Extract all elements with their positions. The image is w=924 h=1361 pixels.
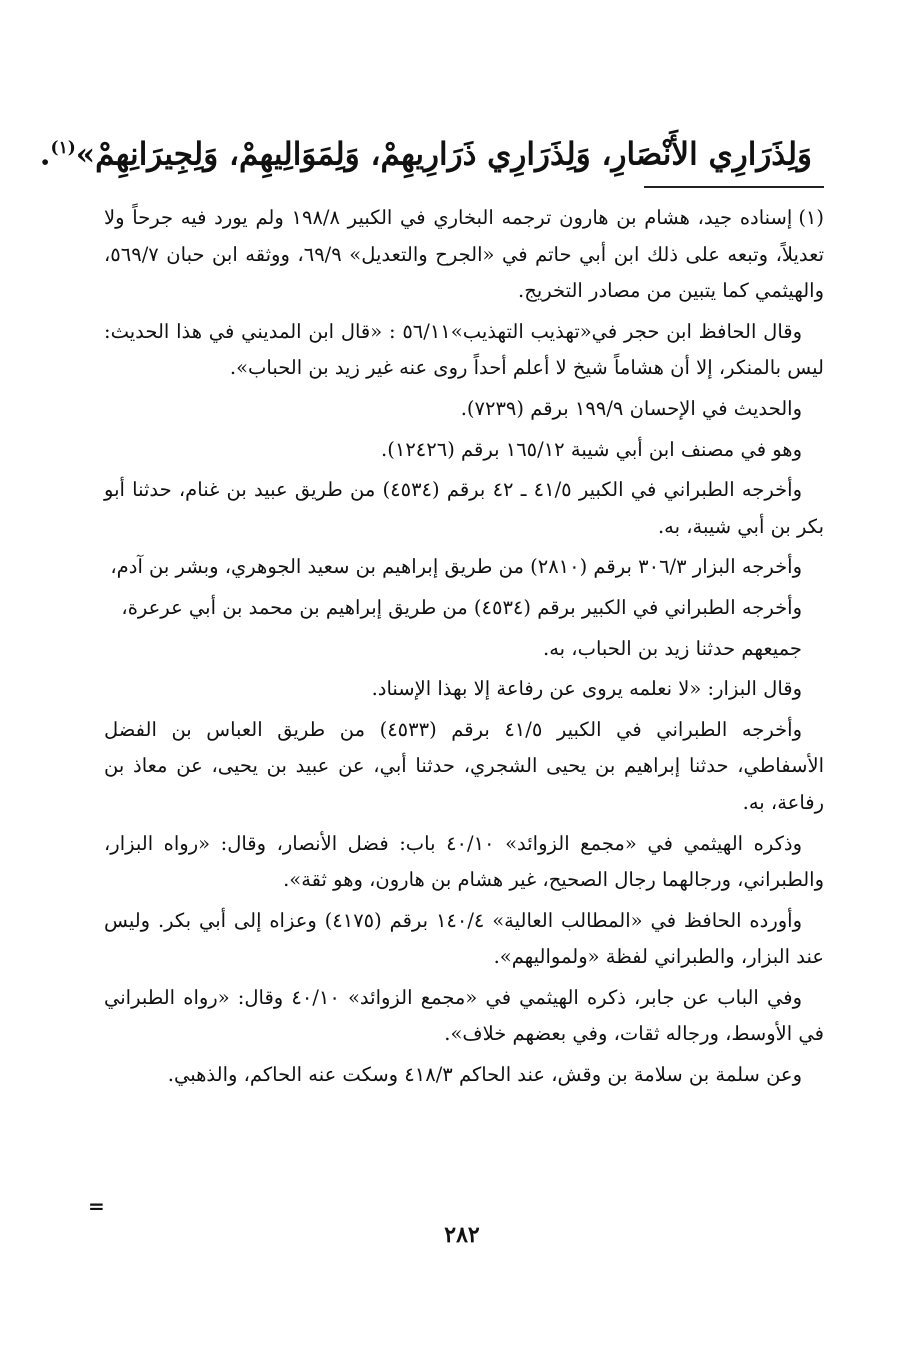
footnotes-section xyxy=(104,200,824,1098)
footnote-paragraph: وأخرجه الطبراني في الكبير ٤١/٥ برقم (٤٥٣٣) من طريق العباس بن الفضل الأسفاطي، حدثنا إبراهيم بن يحيى الشجري، حدثنا أبي، عن عبيد بن يحيى، عن معاذ بن رفاعة، به. xyxy=(104,717,824,814)
hadith-text-line xyxy=(39,118,812,184)
footnote-paragraph: والحديث في الإحسان ١٩٩/٩ برقم (٧٢٣٩). xyxy=(460,396,802,420)
footnote-paragraph: وعن سلمة بن سلامة بن وقش، عند الحاكم ٤١٨/٣ وسكت عنه الحاكم، والذهبي. xyxy=(167,1063,802,1087)
hadith-text: وَلِذَرَارِي الأَنْصَارِ، وَلِذَرَارِي ذَرَارِيهِمْ، وَلِمَوَالِيهِمْ، وَلِجِيرَانِهِمْ» xyxy=(75,136,812,173)
footnote-paragraph: وقال البزار: «لا نعلمه يروى عن رفاعة إلا بهذا الإسناد. xyxy=(371,677,802,701)
footnote-paragraph: وهو في مصنف ابن أبي شيبة ١٦٥/١٢ برقم (١٢٤٢٦). xyxy=(381,437,802,461)
footnote-paragraph: وأورده الحافظ في «المطالب العالية» ١٤٠/٤ برقم (٤١٧٥) وعزاه إلى أبي بكر. وليس عند البزار، والطبراني لفظة «ولمواليهم». xyxy=(104,908,824,969)
continuation-mark: = xyxy=(88,1194,105,1218)
hadith-end-period: . xyxy=(39,136,51,173)
footnote-paragraph xyxy=(104,200,824,310)
footnote-text: إسناده جيد، هشام بن هارون ترجمه البخاري في الكبير ١٩٨/٨ ولم يورد فيه جرحاً ولا تعديلاً، وتبعه على ذلك ابن أبي حاتم في «الجرح والتعديل» ٦٩/٩، ووثقه ابن حبان ٥٦٩/٧، والهيثمي كما يتبين من مصادر التخريج. xyxy=(104,206,824,303)
footnote-paragraph: وفي الباب عن جابر، ذكره الهيثمي في «مجمع الزوائد» ٤٠/١٠ وقال: «رواه الطبراني في الأوسط، ورجاله ثقات، وفي بعضهم خلاف». xyxy=(104,985,824,1046)
footnote-paragraph: وذكره الهيثمي في «مجمع الزوائد» ٤٠/١٠ باب: فضل الأنصار، وقال: «رواه البزار، والطبراني، ورجالهما رجال الصحيح، غير هشام بن هارون، وهو ثقة». xyxy=(104,831,824,892)
footnote-marker: (١) xyxy=(798,206,825,229)
footnote-paragraph: وقال الحافظ ابن حجر في«تهذيب التهذيب»٥٦/١١ : «قال ابن المديني في هذا الحديث: ليس بالمنكر، إلا أن هشاماً شيخ لا أعلم أحداً روى عنه غير زيد بن الحباب». xyxy=(104,319,824,380)
page-number: ٢٨٢ xyxy=(444,1222,480,1248)
footnote-paragraph: جميعهم حدثنا زيد بن الحباب، به. xyxy=(543,636,802,660)
footnote-paragraph: وأخرجه الطبراني في الكبير برقم (٤٥٣٤) من طريق إبراهيم بن محمد بن أبي عرعرة، xyxy=(121,595,802,619)
footnote-reference: (١) xyxy=(50,138,76,158)
footnote-separator xyxy=(644,186,824,188)
footnote-paragraph: وأخرجه البزار ٣٠٦/٣ برقم (٢٨١٠) من طريق إبراهيم بن سعيد الجوهري، وبشر بن آدم، xyxy=(110,555,802,579)
footnote-paragraph: وأخرجه الطبراني في الكبير ٤١/٥ ـ ٤٢ برقم (٤٥٣٤) من طريق عبيد بن غنام، حدثنا أبو بكر بن أبي شيبة، به. xyxy=(104,478,824,538)
